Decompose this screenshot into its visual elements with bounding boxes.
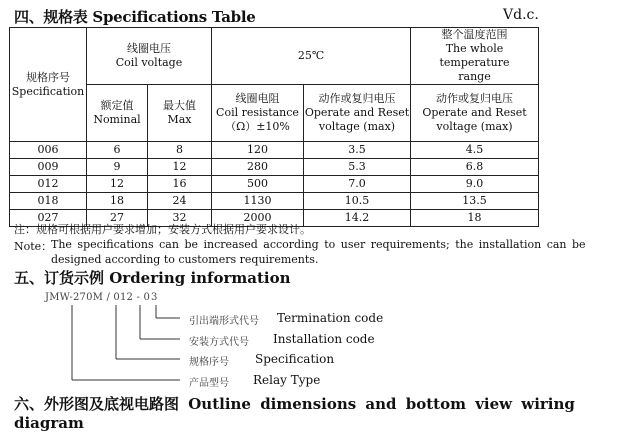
note-english-line1: The specifications can be increased according to user requirements; the installation can be <box>51 238 586 251</box>
note-english-line2: designed according to customers requirements. <box>51 253 319 266</box>
cell-spec: 027 <box>10 210 87 227</box>
spec-header-en: Specification <box>11 84 85 98</box>
coil-voltage-en: Coil voltage <box>115 56 183 69</box>
cell-spec: 018 <box>10 193 87 210</box>
cell-max: 24 <box>148 193 212 210</box>
cell-nominal: 12 <box>87 176 148 193</box>
specification-en: Specification <box>255 352 335 366</box>
operate-25-en1: Operate and Reset <box>304 106 410 119</box>
cell-spec: 006 <box>10 142 87 159</box>
operate-all-en2: voltage (max) <box>436 120 513 133</box>
cell-resistance: 120 <box>212 142 304 159</box>
specification-cn: 规格序号 <box>189 357 229 368</box>
spec-header-cn: 规格序号 <box>26 70 70 84</box>
cell-operate-all: 13.5 <box>411 193 539 210</box>
max-en: Max <box>167 113 192 126</box>
cell-spec: 012 <box>10 176 87 193</box>
note-label: Note： <box>14 240 53 253</box>
cell-max: 8 <box>148 142 212 159</box>
cell-operate-all: 6.8 <box>411 159 539 176</box>
operate-25-en2: voltage (max) <box>318 120 396 133</box>
installation-code-en: Installation code <box>273 332 375 346</box>
cell-nominal: 27 <box>87 210 148 227</box>
termination-code-cn: 引出端形式代号 <box>189 316 259 327</box>
cell-operate-25: 14.2 <box>304 210 411 227</box>
max-cn: 最大值 <box>163 99 196 112</box>
operate-25-cn: 动作或复归电压 <box>318 92 396 105</box>
cell-resistance: 280 <box>212 159 304 176</box>
section-6-title: 六、外形图及底视电路图 Outline dimensions and bottom view wiring <box>14 395 575 413</box>
cell-operate-25: 10.5 <box>304 193 411 210</box>
resistance-cn: 线圈电阻 <box>235 92 280 105</box>
section-6-title-continued: diagram <box>14 414 84 432</box>
operate-all-cn: 动作或复归电压 <box>436 92 513 105</box>
cell-operate-25: 5.3 <box>304 159 411 176</box>
cell-max: 16 <box>148 176 212 193</box>
whole-temp-cn: 整个温度范围 <box>441 28 508 41</box>
order-code-example: JMW-270M / 012 - 0 <box>45 292 151 303</box>
relay-type-en: Relay Type <box>253 373 321 387</box>
cell-operate-25: 7.0 <box>304 176 411 193</box>
cell-nominal: 9 <box>87 159 148 176</box>
section-5-title: 五、订货示例 Ordering information <box>14 269 291 287</box>
nominal-cn: 额定值 <box>100 99 134 112</box>
section-4-title: 四、规格表 Specifications Table <box>14 8 256 26</box>
unit-label: Vd.c. <box>503 7 539 23</box>
relay-type-cn: 产品型号 <box>189 378 229 389</box>
termination-code-en: Termination code <box>277 311 384 325</box>
cell-operate-all: 18 <box>411 210 539 227</box>
resistance-en2: （Ω）±10% <box>225 120 290 133</box>
note-chinese: 注：规格可根据用户要求增加；安装方式根据用户要求设计。 <box>14 223 311 236</box>
nominal-en: Nominal <box>93 113 141 126</box>
whole-temp-en1: The whole temperature <box>439 42 510 69</box>
cell-resistance: 2000 <box>212 210 304 227</box>
resistance-en1: Coil resistance <box>216 106 299 119</box>
coil-voltage-cn: 线圈电压 <box>127 42 171 55</box>
whole-temp-en2: range <box>458 70 491 83</box>
installation-code-cn: 安装方式代号 <box>189 337 249 348</box>
temp-25-label: 25℃ <box>297 49 325 62</box>
cell-max: 12 <box>148 159 212 176</box>
cell-operate-25: 3.5 <box>304 142 411 159</box>
cell-resistance: 500 <box>212 176 304 193</box>
cell-nominal: 18 <box>87 193 148 210</box>
order-code-suffix: 3 <box>151 292 158 303</box>
cell-resistance: 1130 <box>212 193 304 210</box>
operate-all-en1: Operate and Reset <box>422 106 527 119</box>
cell-operate-all: 9.0 <box>411 176 539 193</box>
cell-spec: 009 <box>10 159 87 176</box>
cell-max: 32 <box>148 210 212 227</box>
cell-operate-all: 4.5 <box>411 142 539 159</box>
cell-nominal: 6 <box>87 142 148 159</box>
